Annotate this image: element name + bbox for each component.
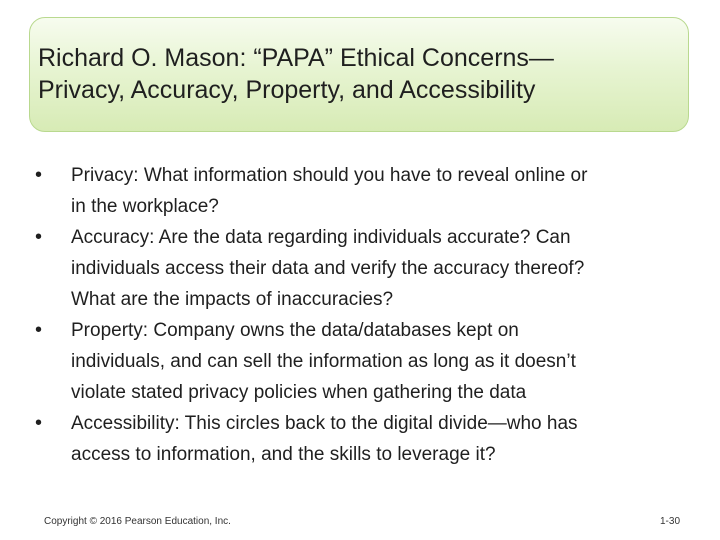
bullet-line: Privacy: What information should you have to reveal online or <box>71 165 588 186</box>
bullet-text <box>71 222 695 315</box>
bullet-item-property <box>35 315 695 408</box>
bullet-line: violate stated privacy policies when gathering the data <box>71 382 527 403</box>
bullet-line: individuals, and can sell the information as long as it doesn’t <box>71 351 576 372</box>
title-line-1: Richard O. Mason: “PAPA” Ethical Concerns— <box>38 44 554 72</box>
footer-copyright: Copyright © 2016 Pearson Education, Inc. <box>44 516 231 527</box>
bullet-text <box>71 160 695 222</box>
bullet-line: Accessibility: This circles back to the digital divide—who has <box>71 413 578 434</box>
footer-page-number: 1-30 <box>659 516 680 527</box>
bullet-item-accessibility <box>35 408 695 470</box>
bullet-item-accuracy <box>35 222 695 315</box>
title-line-2: Privacy, Accuracy, Property, and Accessibility <box>38 76 536 104</box>
bullet-item-privacy <box>35 160 695 222</box>
bullet-text <box>71 408 695 470</box>
bullet-line: individuals access their data and verify the accuracy thereof? <box>71 258 585 279</box>
bullet-line: What are the impacts of inaccuracies? <box>71 289 394 310</box>
bullet-list <box>35 160 695 470</box>
bullet-line: Property: Company owns the data/databases kept on <box>71 320 519 341</box>
bullet-text <box>71 315 695 408</box>
bullet-line: Accuracy: Are the data regarding individuals accurate? Can <box>71 227 571 248</box>
bullet-marker: • <box>35 319 43 341</box>
title-box <box>29 17 689 132</box>
bullet-line: access to information, and the skills to leverage it? <box>71 444 496 465</box>
bullet-line: in the workplace? <box>71 196 219 217</box>
bullet-marker: • <box>35 412 43 434</box>
bullet-marker: • <box>35 164 43 186</box>
bullet-marker: • <box>35 226 43 248</box>
